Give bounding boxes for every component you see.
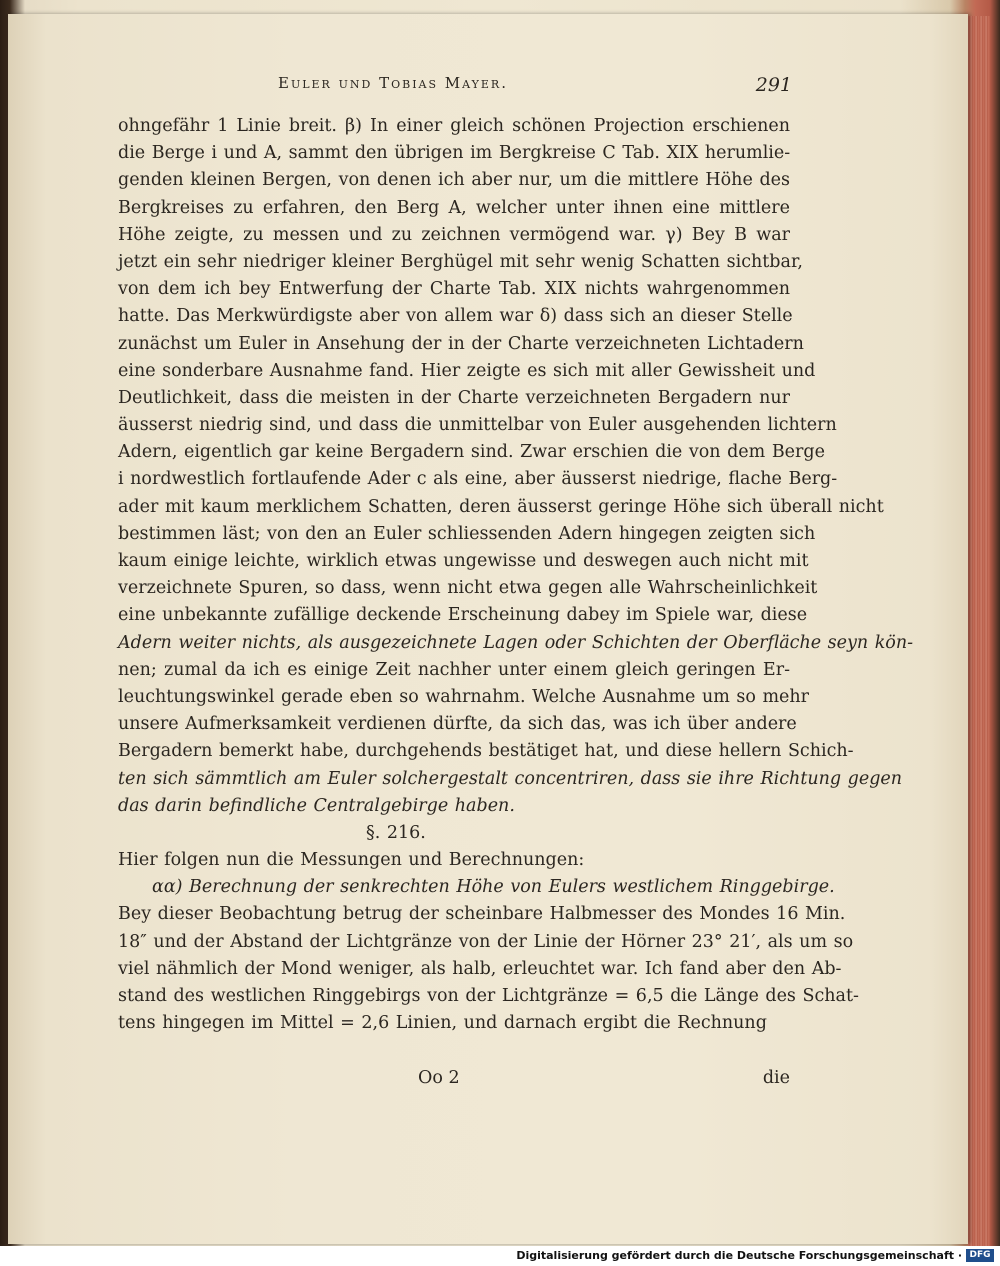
page-footer-marks: [118, 1068, 790, 1094]
section-intro: Hier folgen nun die Messungen und Berechnungen:: [118, 850, 585, 871]
section-line: 18″ und der Abstand der Lichtgränze von der Linie der Hörner 23° 21′, als um so: [118, 931, 854, 952]
body-line: genden kleinen Bergen, von denen ich aber nur, um die mittlere Höhe des: [118, 170, 790, 191]
body-line: das darin befindliche Centralgebirge haben.: [118, 795, 515, 816]
text-block: [118, 113, 914, 1037]
body-line: von dem ich bey Entwerfung der Charte Tab. XIX nichts wahrgenommen: [118, 279, 790, 300]
body-line: Adern weiter nichts, als ausgezeichnete Lagen oder Schichten der Oberfläche seyn kön-: [118, 632, 914, 653]
digitization-footer: [0, 1246, 1000, 1266]
book-page-edge: [968, 16, 990, 1246]
section-heading: §. 216.: [366, 822, 426, 843]
body-line: Adern, eigentlich gar keine Bergadern sind. Zwar erschien die von dem Berge: [118, 442, 825, 463]
subheading: αα) Berechnung der senkrechten Höhe von Eulers westlichem Ringgebirge.: [152, 877, 835, 898]
body-line: ader mit kaum merklichem Schatten, deren äusserst geringe Höhe sich überall nicht: [118, 496, 884, 517]
body-line: jetzt ein sehr niedriger kleiner Berghügel mit sehr wenig Schatten sichtbar,: [118, 251, 803, 272]
body-line: eine unbekannte zufällige deckende Erscheinung dabey im Spiele war, diese: [118, 605, 808, 626]
body-line: Höhe zeigte, zu messen und zu zeichnen vermögend war. γ) Bey B war: [118, 224, 790, 245]
body-line: hatte. Das Merkwürdigste aber von allem war δ) dass sich an dieser Stelle: [118, 306, 793, 327]
catchword: die: [762, 1068, 790, 1088]
page-number: 291: [755, 74, 792, 96]
section-line: viel nähmlich der Mond weniger, als halb, erleuchtet war. Ich fand aber den Ab-: [118, 958, 842, 979]
body-line: eine sonderbare Ausnahme fand. Hier zeigte es sich mit aller Gewissheit und: [118, 360, 816, 381]
running-title: Euler und Tobias Mayer.: [278, 74, 508, 92]
section-line: stand des westlichen Ringgebirgs von der Lichtgränze = 6,5 die Länge des Schat-: [118, 986, 859, 1006]
funding-credit: Digitalisierung gefördert durch die Deutsche Forschungsgemeinschaft ·: [516, 1249, 962, 1262]
body-line: die Berge i und A, sammt den übrigen im Bergkreise C Tab. XIX herumlie-: [118, 143, 791, 164]
body-line: äusserst niedrig sind, und dass die unmittelbar von Euler ausgehenden lichtern: [118, 415, 837, 436]
section-line: Bey dieser Beobachtung betrug der scheinbare Halbmesser des Mondes 16 Min.: [118, 904, 846, 925]
body-line: leuchtungswinkel gerade eben so wahrnahm. Welche Ausnahme um so mehr: [118, 686, 810, 707]
body-line: nen; zumal da ich es einige Zeit nachher unter einem gleich geringen Er-: [118, 659, 790, 680]
section-line: tens hingegen im Mittel = 2,6 Linien, und darnach ergibt die Rechnung: [118, 1013, 767, 1034]
page-header: [120, 74, 792, 100]
dfg-logo: DFG: [966, 1249, 994, 1262]
signature-mark: Oo 2: [418, 1068, 460, 1088]
body-line: unsere Aufmerksamkeit verdienen dürfte, da sich das, was ich über andere: [118, 714, 797, 735]
body-line: Bergkreises zu erfahren, den Berg A, welcher unter ihnen eine mittlere: [118, 197, 790, 218]
body-line: Bergadern bemerkt habe, durchgehends bestätiget hat, und diese hellern Schich-: [118, 741, 854, 762]
body-line: verzeichnete Spuren, so dass, wenn nicht etwa gegen alle Wahrscheinlichkeit: [118, 578, 818, 599]
body-line: ten sich sämmtlich am Euler solchergestalt concentriren, dass sie ihre Richtung gegen: [118, 768, 903, 789]
body-line: ohngefähr 1 Linie breit. β) In einer gleich schönen Projection erschienen: [118, 116, 790, 136]
body-line: kaum einige leichte, wirklich etwas ungewisse und deswegen auch nicht mit: [118, 551, 809, 571]
body-line: bestimmen läst; von den an Euler schliessenden Adern hingegen zeigten sich: [118, 523, 816, 544]
body-line: Deutlichkeit, dass die meisten in der Charte verzeichneten Bergadern nur: [118, 387, 790, 408]
body-line: i nordwestlich fortlaufende Ader c als eine, aber äusserst niedrige, flache Berg-: [118, 469, 838, 490]
body-line: zunächst um Euler in Ansehung der in der Charte verzeichneten Lichtadern: [118, 333, 804, 354]
